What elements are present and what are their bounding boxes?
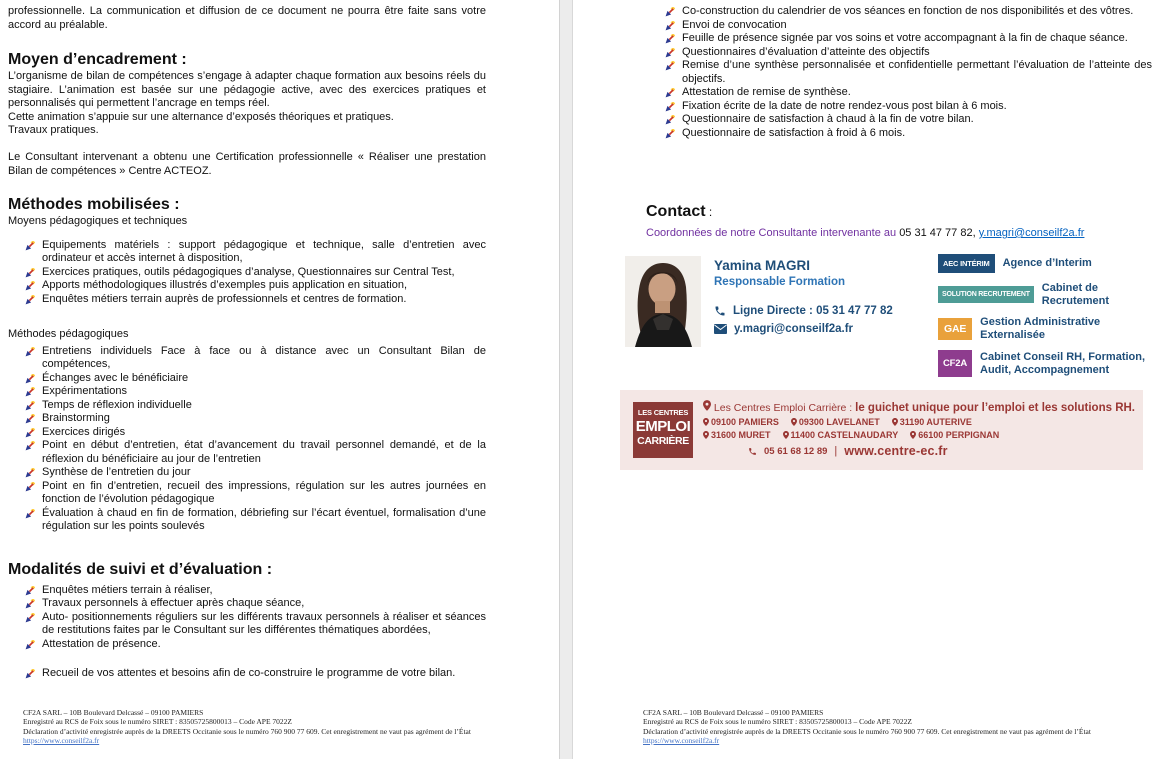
consultant-card bbox=[625, 256, 893, 347]
page-footer bbox=[643, 708, 1091, 745]
arrow-bullet-icon bbox=[25, 428, 35, 438]
badge-row bbox=[938, 350, 1168, 377]
list-item-text: Synthèse de l’entretien du jour bbox=[42, 466, 191, 478]
page-2 bbox=[573, 0, 1168, 759]
logo-line-3: CARRIÈRE bbox=[637, 434, 689, 447]
list-item-text: Apports méthodologiques illustrés d’exemples puis application en situation, bbox=[42, 279, 408, 291]
heading-moyen-encadrement: Moyen d’encadrement : bbox=[8, 51, 187, 68]
list-item-text: Attestation de présence. bbox=[42, 637, 161, 650]
list-item-text: Brainstorming bbox=[42, 412, 110, 424]
arrow-bullet-icon bbox=[25, 295, 35, 305]
banner-contact-row bbox=[748, 444, 1135, 458]
arrow-bullet-icon bbox=[25, 401, 35, 411]
city-item bbox=[892, 417, 972, 427]
centres-emploi-banner bbox=[620, 390, 1143, 470]
banner-separator: | bbox=[834, 445, 838, 457]
list-item-text: Questionnaire de satisfaction à froid à 6 mois. bbox=[682, 126, 906, 139]
list-item bbox=[665, 5, 1152, 19]
city-item bbox=[791, 417, 880, 427]
arrow-bullet-icon bbox=[25, 669, 35, 679]
footer-line-declaration: Déclaration d’activité enregistrée auprès de la DREETS Occitanie sous le numéro 760 900 77 609. Cet enregistrement ne vaut pas agrément de l’État bbox=[643, 726, 1091, 736]
banner-cities-row1 bbox=[703, 417, 1135, 427]
list-item-text: Questionnaires d’évaluation d’atteinte des objectifs bbox=[682, 45, 930, 58]
arrow-bullet-icon bbox=[25, 509, 35, 519]
list-item bbox=[665, 46, 1152, 60]
page-separator bbox=[559, 0, 573, 759]
banner-tagline-bold: le guichet unique pour l’emploi et les solutions RH. bbox=[855, 402, 1135, 414]
page-1-content bbox=[0, 0, 559, 681]
list-item bbox=[25, 480, 486, 507]
list-item bbox=[665, 32, 1152, 46]
footer-line-company: CF2A SARL – 10B Boulevard Delcassé – 09100 PAMIERS bbox=[23, 708, 204, 717]
list-item bbox=[665, 86, 1152, 100]
badge-logo: CF2A bbox=[938, 350, 972, 377]
list-item bbox=[25, 239, 486, 266]
list-item bbox=[665, 127, 1152, 141]
footer-link[interactable]: https://www.conseilf2a.fr bbox=[643, 735, 720, 745]
map-pin-icon bbox=[783, 431, 789, 439]
arrow-bullet-icon bbox=[665, 88, 675, 98]
list-item-text: Recueil de vos attentes et besoins afin de co-construire le programme de votre bilan. bbox=[42, 667, 456, 679]
contact-colon: : bbox=[705, 205, 713, 219]
consultant-info bbox=[714, 256, 893, 347]
list-item bbox=[25, 385, 486, 399]
badge-row bbox=[938, 282, 1168, 307]
list-item-text: Questionnaire de satisfaction à chaud à la fin de votre bilan. bbox=[682, 113, 974, 125]
list-item bbox=[25, 466, 486, 480]
list-item-text: Évaluation à chaud en fin de formation, débriefing sur l’écart éventuel, formalisation d’une régulation sur les points soulevés bbox=[42, 506, 486, 532]
list-item-text: Expérimentations bbox=[42, 385, 127, 397]
arrow-bullet-icon bbox=[665, 61, 675, 71]
list-item-text: Enquêtes métiers terrain à réaliser, bbox=[42, 583, 213, 596]
list-item-text: Remise d’une synthèse personnalisée et confidentielle permettant l’évaluation de l’atteinte des objectifs. bbox=[682, 59, 1152, 85]
bullet-list-moyens bbox=[8, 239, 486, 307]
footer-line-declaration: Déclaration d’activité enregistrée auprès de la DREETS Occitanie sous le numéro 760 900 77 609. Cet enregistrement ne vaut pas agrément de l’État bbox=[23, 726, 471, 736]
contact-intro-text: Coordonnées de notre Consultante intervenante au bbox=[646, 227, 900, 239]
arrow-bullet-icon bbox=[665, 129, 675, 139]
contact-email-link[interactable]: y.magri@conseilf2a.fr bbox=[978, 227, 1085, 239]
list-item bbox=[25, 279, 486, 293]
list-item-text: Entretiens individuels Face à face ou à distance avec un Consultant Bilan de compétences, bbox=[42, 344, 486, 370]
banner-tagline-regular: Les Centres Emploi Carrière : bbox=[713, 402, 856, 414]
bullet-list-suivi bbox=[8, 584, 486, 652]
arrow-bullet-icon bbox=[25, 241, 35, 251]
contact-title: Contact bbox=[646, 203, 706, 220]
arrow-bullet-icon bbox=[25, 347, 35, 357]
consultant-name: Yamina MAGRI bbox=[714, 258, 811, 273]
consultant-phone: Ligne Directe : 05 31 47 77 82 bbox=[733, 305, 893, 317]
encadrement-paragraph-2: Cette animation s’appuie sur une alternance d’exposés théoriques et pratiques. bbox=[8, 110, 394, 123]
badge-row bbox=[938, 254, 1168, 273]
list-item bbox=[25, 584, 486, 598]
list-item-text: Échanges avec le bénéficiaire bbox=[42, 371, 189, 384]
banner-website: www.centre-ec.fr bbox=[844, 444, 948, 458]
heading-modalites-suivi: Modalités de suivi et d’évaluation : bbox=[8, 560, 273, 578]
arrow-bullet-icon bbox=[665, 48, 675, 58]
footer-link[interactable]: https://www.conseilf2a.fr bbox=[23, 735, 100, 745]
page-footer bbox=[23, 708, 471, 745]
list-item-text: Fixation écrite de la date de notre rendez-vous post bilan à 6 mois. bbox=[682, 99, 1007, 112]
list-item bbox=[25, 611, 486, 638]
map-pin-icon bbox=[910, 431, 916, 439]
map-pin-icon bbox=[703, 400, 711, 411]
banner-tagline bbox=[703, 400, 1135, 414]
list-item bbox=[25, 399, 486, 413]
contact-intro-phone: 05 31 47 77 82, bbox=[899, 227, 979, 239]
page-2-bullets bbox=[665, 5, 1152, 140]
city-name: 09300 LAVELANET bbox=[798, 417, 880, 427]
page-1 bbox=[0, 0, 559, 759]
banner-cities-row2 bbox=[703, 430, 1135, 440]
banner-text bbox=[703, 400, 1135, 458]
encadrement-paragraph-1: L’organisme de bilan de compétences s’engage à adapter chaque formation aux besoins réels du stagiaire. L’animation est basée sur une pédagogie active, avec des exercices pratiques et personnalisés qui permettent l’ancrage en temps réel. bbox=[8, 70, 486, 109]
badge-label: Agence d’Interim bbox=[1002, 257, 1092, 270]
arrow-bullet-icon bbox=[25, 281, 35, 291]
heading-methodes-mobilisees: Méthodes mobilisées : bbox=[8, 196, 180, 213]
list-item-text: Point en début d’entretien, état d’avancement du travail personnel demandé, et de la réflexion du bénéficiaire au jour de l’entretien bbox=[42, 439, 486, 465]
arrow-bullet-icon bbox=[25, 613, 35, 623]
badge-logo: SOLUTION RECRUTEMENT bbox=[938, 286, 1034, 303]
list-item bbox=[665, 113, 1152, 127]
list-item bbox=[665, 100, 1152, 114]
brand-badges bbox=[938, 254, 1168, 386]
envelope-icon bbox=[714, 324, 727, 334]
logo-line-1: LES CENTRES bbox=[637, 408, 689, 417]
arrow-bullet-icon bbox=[665, 102, 675, 112]
city-name: 09100 PAMIERS bbox=[711, 417, 779, 427]
intro-paragraph: professionnelle. La communication et diffusion de ce document ne pourra être faite sans votre accord au préalable. bbox=[8, 5, 486, 31]
map-pin-icon bbox=[892, 418, 898, 426]
consultant-phone-row bbox=[714, 305, 893, 317]
list-item bbox=[25, 426, 486, 440]
list-item bbox=[665, 59, 1152, 86]
list-item-text: Auto- positionnements réguliers sur les différents travaux personnels à réaliser et séances de restitutions faites par le Consultant sur les différentes thématiques abordées, bbox=[42, 610, 486, 636]
consultant-email-row bbox=[714, 323, 893, 335]
list-item-text: Enquêtes métiers terrain auprès de professionnels et centres de formation. bbox=[42, 292, 407, 305]
encadrement-paragraph-3: Travaux pratiques. bbox=[8, 124, 99, 136]
arrow-bullet-icon bbox=[25, 586, 35, 596]
badge-logo: GAE bbox=[938, 318, 972, 340]
map-pin-icon bbox=[791, 418, 797, 426]
subtitle-moyens-pedagogiques: Moyens pédagogiques et techniques bbox=[8, 215, 188, 227]
list-item bbox=[25, 597, 486, 611]
arrow-bullet-icon bbox=[25, 374, 35, 384]
list-item bbox=[25, 372, 486, 386]
logo-line-2: EMPLOI bbox=[635, 417, 691, 435]
phone-icon bbox=[714, 305, 726, 317]
consultant-photo bbox=[625, 256, 701, 347]
list-item-text: Equipements matériels : support pédagogique et technique, salle d’entretien avec ordinateur et accès internet à disposition, bbox=[42, 238, 486, 264]
arrow-bullet-icon bbox=[25, 268, 35, 278]
arrow-bullet-icon bbox=[665, 34, 675, 44]
list-item bbox=[25, 667, 486, 681]
arrow-bullet-icon bbox=[665, 21, 675, 31]
list-item bbox=[25, 345, 486, 372]
phone-icon bbox=[748, 447, 757, 456]
badge-label: Cabinet Conseil RH, Formation, Audit, Accompagnement bbox=[980, 351, 1146, 376]
city-item bbox=[703, 430, 771, 440]
consultant-role: Responsable Formation bbox=[714, 276, 845, 288]
subtitle-methodes-pedagogiques: Méthodes pédagogiques bbox=[8, 328, 129, 340]
list-item-text: Envoi de convocation bbox=[682, 18, 787, 31]
list-item bbox=[25, 507, 486, 534]
list-item-text: Travaux personnels à effectuer après chaque séance, bbox=[42, 597, 305, 609]
arrow-bullet-icon bbox=[25, 387, 35, 397]
map-pin-icon bbox=[703, 431, 709, 439]
city-name: 31190 AUTERIVE bbox=[899, 417, 972, 427]
list-item bbox=[25, 439, 486, 466]
badge-label: Cabinet de Recrutement bbox=[1041, 282, 1110, 307]
city-item bbox=[783, 430, 899, 440]
banner-phone: 05 61 68 12 89 bbox=[764, 445, 828, 457]
city-name: 11400 CASTELNAUDARY bbox=[790, 430, 899, 440]
list-item-text: Co-construction du calendrier de vos séances en fonction de nos disponibilités et des vôtres. bbox=[682, 5, 1134, 17]
badge-label: Gestion Administrative Externalisée bbox=[980, 316, 1101, 341]
list-item bbox=[25, 638, 486, 652]
encadrement-paragraph-4: Le Consultant intervenant a obtenu une Certification professionnelle « Réaliser une prestation Bilan de compétences » Centre ACTEOZ. bbox=[8, 151, 486, 177]
footer-line-company: CF2A SARL – 10B Boulevard Delcassé – 09100 PAMIERS bbox=[643, 708, 824, 717]
arrow-bullet-icon bbox=[25, 441, 35, 451]
arrow-bullet-icon bbox=[25, 640, 35, 650]
arrow-bullet-icon bbox=[25, 482, 35, 492]
bullet-list-methodes bbox=[8, 345, 486, 534]
city-name: 66100 PERPIGNAN bbox=[918, 430, 1000, 440]
list-item bbox=[25, 293, 486, 307]
list-item bbox=[25, 266, 486, 280]
centres-emploi-logo bbox=[633, 402, 693, 458]
list-item-text: Exercices pratiques, outils pédagogiques d’analyse, Questionnaires sur Central Test, bbox=[42, 265, 455, 278]
arrow-bullet-icon bbox=[665, 115, 675, 125]
bullet-list-recueil bbox=[8, 667, 486, 681]
arrow-bullet-icon bbox=[25, 599, 35, 609]
consultant-email[interactable]: y.magri@conseilf2a.fr bbox=[734, 323, 854, 335]
contact-intro-line bbox=[646, 227, 1084, 241]
bullet-list-deroulement bbox=[665, 5, 1152, 140]
arrow-bullet-icon bbox=[665, 7, 675, 17]
footer-line-rcs: Enregistré au RCS de Foix sous le numéro SIRET : 83505725800013 – Code APE 7022Z bbox=[23, 717, 293, 727]
list-item-text: Point en fin d’entretien, recueil des impressions, régulation sur les autres journées en fonction de l’évolution pédagogique bbox=[42, 479, 486, 505]
badge-logo: AEC INTÉRIM bbox=[938, 254, 995, 273]
arrow-bullet-icon bbox=[25, 468, 35, 478]
list-item-text: Feuille de présence signée par vos soins et votre accompagnant à la fin de chaque séance. bbox=[682, 32, 1128, 44]
footer-line-rcs: Enregistré au RCS de Foix sous le numéro SIRET : 83505725800013 – Code APE 7022Z bbox=[643, 717, 913, 727]
heading-contact bbox=[646, 202, 712, 222]
list-item-text: Attestation de remise de synthèse. bbox=[682, 86, 851, 98]
map-pin-icon bbox=[703, 418, 709, 426]
city-name: 31600 MURET bbox=[711, 430, 771, 440]
city-item bbox=[910, 430, 999, 440]
list-item bbox=[25, 412, 486, 426]
list-item-text: Temps de réflexion individuelle bbox=[42, 398, 192, 411]
list-item bbox=[665, 19, 1152, 33]
list-item-text: Exercices dirigés bbox=[42, 425, 126, 438]
city-item bbox=[703, 417, 779, 427]
arrow-bullet-icon bbox=[25, 414, 35, 424]
badge-row bbox=[938, 316, 1168, 341]
